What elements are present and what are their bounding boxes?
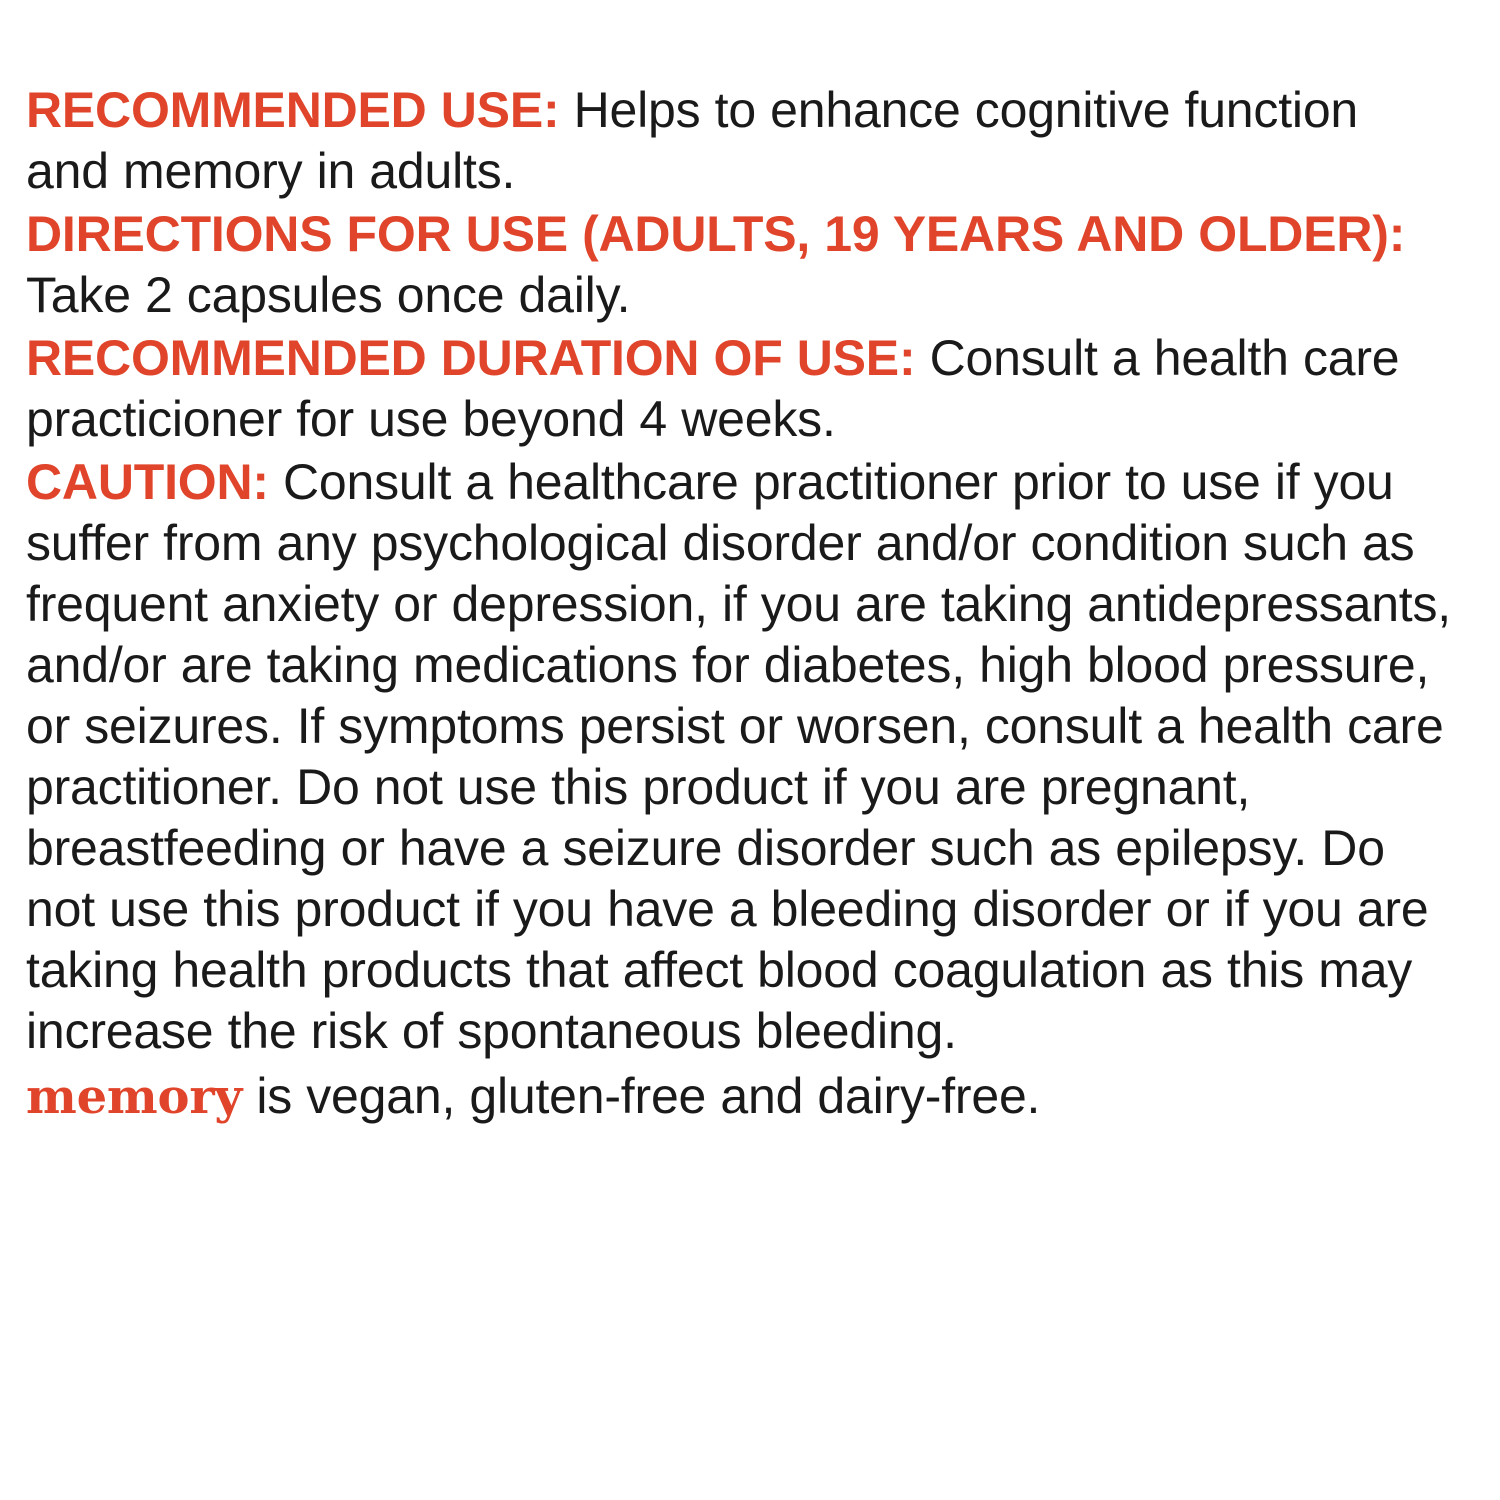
- brand-statement: [26, 1066, 1452, 1127]
- recommended-duration-body: Consult a health care practicioner for use beyond 4 weeks.: [26, 330, 1400, 447]
- recommended-use-body: Helps to enhance cognitive function and memory in adults.: [26, 82, 1359, 199]
- caution-heading: CAUTION:: [26, 454, 269, 510]
- recommended-use-heading: RECOMMENDED USE:: [26, 82, 560, 138]
- recommended-duration-heading: RECOMMENDED DURATION OF USE:: [26, 330, 916, 386]
- brand-statement-text: is vegan, gluten-free and dairy-free.: [242, 1068, 1041, 1124]
- recommended-use-section: [26, 80, 1452, 202]
- brand-name: memory: [26, 1069, 243, 1125]
- directions-for-use-body: Take 2 capsules once daily.: [26, 267, 631, 323]
- directions-for-use-section: [26, 204, 1452, 326]
- directions-for-use-heading: DIRECTIONS FOR USE (ADULTS, 19 YEARS AND OLDER):: [26, 206, 1406, 262]
- recommended-duration-section: [26, 328, 1452, 450]
- caution-section: [26, 452, 1452, 1062]
- caution-body: Consult a healthcare practitioner prior to use if you suffer from any psychological disorder and/or condition such as frequent anxiety or depression, if you are taking antidepressants, and/or are taking medications for diabetes, high blood pressure, or seizures. If symptoms persist or worsen, consult a health care practitioner. Do not use this product if you are pregnant, breastfeeding or have a seizure disorder such as epilepsy. Do not use this product if you have a bleeding disorder or if you are taking health products that affect blood coagulation as this may increase the risk of spontaneous bleeding.: [26, 454, 1451, 1059]
